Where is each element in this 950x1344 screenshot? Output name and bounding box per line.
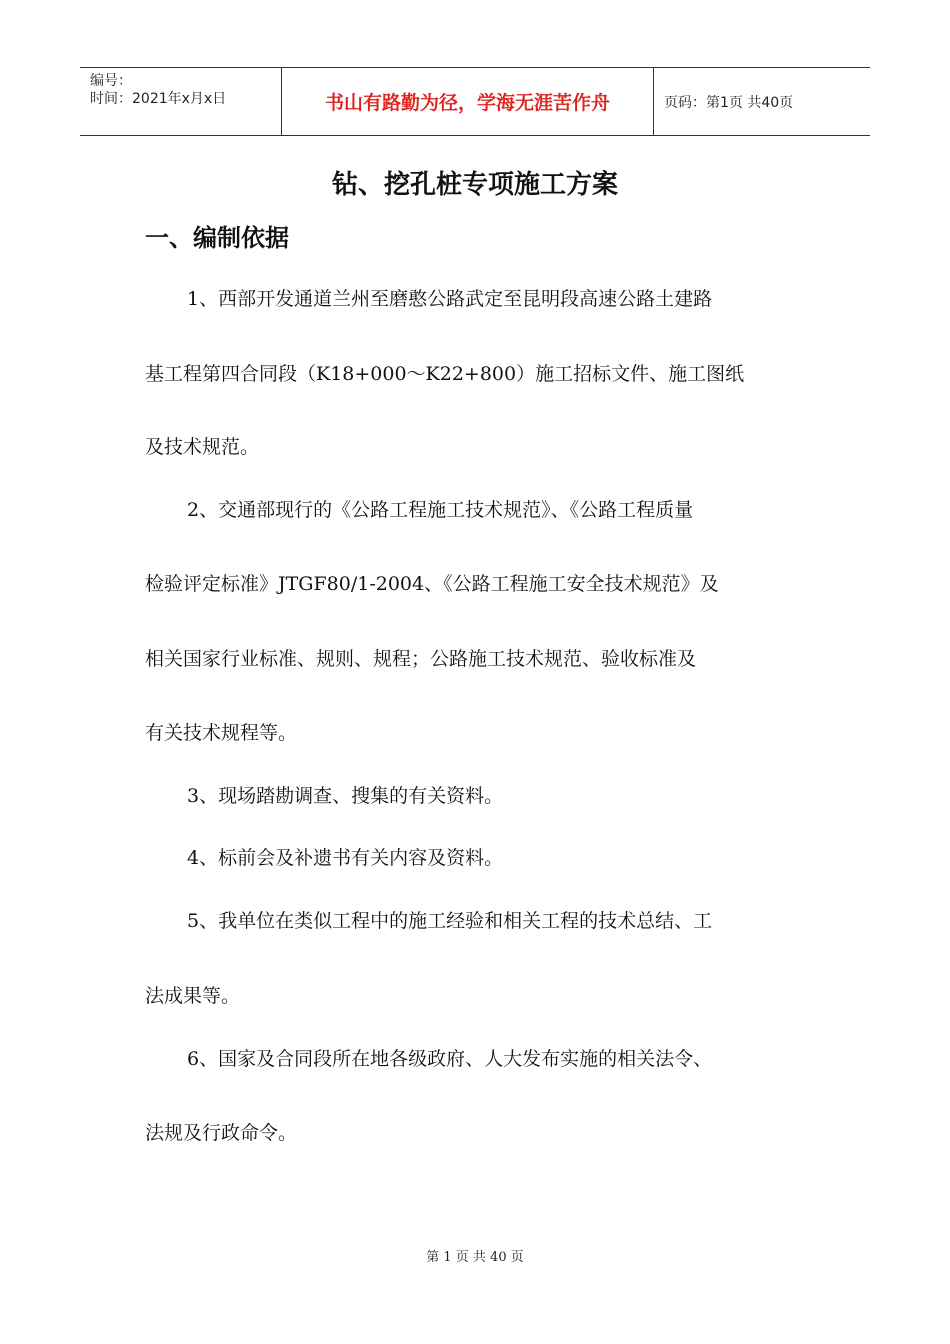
header-meta-cell — [80, 68, 282, 135]
body-line: 及技术规范。 — [145, 436, 260, 458]
body-line: 法规及行政命令。 — [145, 1122, 298, 1144]
body-line: 2、交通部现行的《公路工程施工技术规范》、《公路工程质量 — [187, 499, 694, 521]
header-page-info: 页码：第1页 共40页 — [664, 94, 794, 111]
document-title: 钻、挖孔桩专项施工方案 — [331, 170, 618, 200]
body-line: 法成果等。 — [145, 985, 241, 1007]
body-line: 4、标前会及补遗书有关内容及资料。 — [187, 847, 504, 869]
body-line: 6、国家及合同段所在地各级政府、人大发布实施的相关法令、 — [187, 1048, 713, 1070]
document-number-label: 编号： — [90, 73, 132, 89]
body-line: 5、我单位在类似工程中的施工经验和相关工程的技术总结、工 — [187, 910, 713, 932]
body-line: 检验评定标准》JTGF80/1-2004、《公路工程施工安全技术规范》及 — [145, 573, 719, 595]
document-time-label: 时间：2021年x月x日 — [90, 91, 227, 107]
body-line: 基工程第四合同段（K18+000～K22+800）施工招标文件、施工图纸 — [145, 363, 745, 385]
body-line: 相关国家行业标准、规则、规程；公路施工技术规范、验收标准及 — [145, 648, 697, 670]
body-line: 有关技术规程等。 — [145, 722, 298, 744]
body-line: 3、现场踏勘调查、搜集的有关资料。 — [187, 785, 504, 807]
page-footer: 第 1 页 共 40 页 — [426, 1250, 524, 1265]
body-line: 1、西部开发通道兰州至磨憨公路武定至昆明段高速公路土建路 — [187, 288, 713, 310]
section-heading: 一、编制依据 — [145, 224, 289, 252]
header-table — [80, 67, 870, 136]
header-motto: 书山有路勤为径，学海无涯苦作舟 — [282, 68, 654, 135]
